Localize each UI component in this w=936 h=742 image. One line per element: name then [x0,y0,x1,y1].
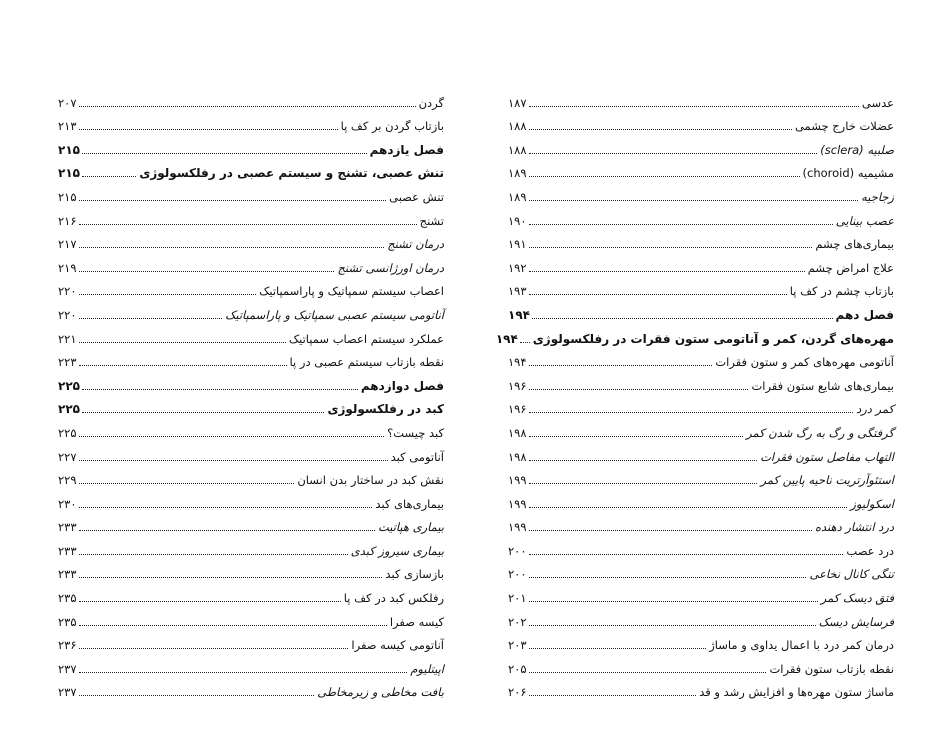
toc-entry [58,629,444,653]
toc-entry-title: بیماری هپاتیت [377,520,444,535]
toc-entry-title: زجاجیه [861,189,894,204]
toc-entry [508,416,894,440]
toc-entry [58,605,444,629]
dot-leader [79,342,286,343]
toc-entry [58,581,444,605]
toc-entry [508,180,894,204]
toc-entry-title: تشنج [419,213,444,228]
toc-entry-title: آناتومی کیسه صفرا [351,638,444,653]
toc-entry-page-number: ۲۲۵ [58,402,80,417]
toc-entry [508,133,894,157]
toc-entry-page-number: ۱۹۶ [508,378,527,393]
dot-leader [79,695,315,696]
toc-entry [508,393,894,417]
toc-entry [508,86,894,110]
toc-entry-title: آناتومی مهره‌های کمر و ستون فقرات [715,355,894,370]
toc-entry-page-number: ۲۱۵ [58,166,80,181]
toc-entry-page-number: ۲۰۰ [508,567,527,582]
toc-entry [58,558,444,582]
toc-entry-page-number: ۱۸۹ [508,166,527,181]
toc-column-right [495,86,894,700]
dot-leader [529,436,744,437]
toc-entry-page-number: ۲۱۹ [58,260,77,275]
dot-leader [79,129,338,130]
toc-entry-page-number: ۲۲۹ [58,473,77,488]
toc-entry-title: التهاب مفاصل ستون فقرات [760,449,894,464]
dot-leader [529,247,813,248]
dot-leader [82,176,136,177]
toc-entry-page-number: ۲۳۳ [58,520,77,535]
toc-entry [58,652,444,676]
toc-entry-page-number: ۲۳۰ [58,496,77,511]
toc-entry-title: درد انتشار دهنده [814,520,894,535]
toc-entry-title: اعصاب سیستم سمپاتیک و پاراسمپاتیک [259,284,444,299]
toc-entry-page-number: ۱۹۳ [508,284,527,299]
dot-leader [529,200,859,201]
toc-entry-page-number: ۲۳۳ [58,567,77,582]
toc-entry-title: فتق دیسک کمر [820,591,894,606]
toc-entry [508,298,894,322]
toc-entry-page-number: ۲۰۷ [58,95,77,110]
toc-entry [508,440,894,464]
dot-leader [79,247,385,248]
dot-leader [529,507,848,508]
toc-entry-title: تنگی کانال نخاعی [809,567,894,582]
toc-entry [58,86,444,110]
toc-entry-title: عضلات خارج چشمی [794,119,894,134]
toc-entry-title: اپیتلیوم [410,661,444,676]
toc-entry-page-number: ۱۹۴ [508,307,530,322]
toc-entry-page-number: ۱۹۹ [508,496,527,511]
dot-leader [529,224,833,225]
toc-entry-page-number: ۲۱۷ [58,237,77,252]
toc-entry [58,133,444,157]
dot-leader [529,176,800,177]
toc-entry-page-number: ۲۲۰ [58,284,77,299]
toc-entry [58,393,444,417]
toc-entry-title: بیماری‌های شایع ستون فقرات [751,378,894,393]
toc-entry-title: آناتومی سیستم عصبی سمپاتیک و پاراسمپاتیک [225,307,444,322]
toc-entry [508,464,894,488]
toc-entry-page-number: ۲۲۳ [58,355,77,370]
dot-leader [529,483,758,484]
toc-entry-title: کبد چیست؟ [387,425,444,440]
toc-entry-title: درد عصب [846,543,894,558]
toc-entry-page-number: ۲۱۳ [58,119,77,134]
toc-entry [508,487,894,511]
toc-entry-page-number: ۱۹۱ [508,237,527,252]
toc-entry [58,346,444,370]
toc-entry-page-number: ۲۰۵ [508,661,527,676]
toc-entry [58,180,444,204]
toc-entry-page-number: ۱۹۴ [508,355,527,370]
toc-entry-title: بازسازی کبد [385,567,444,582]
toc-entry-page-number: ۲۳۵ [58,614,77,629]
dot-leader [79,554,348,555]
toc-entry-page-number: ۲۳۷ [58,685,77,700]
dot-leader [79,106,416,107]
toc-entry-title: کبد در رفلکسولوژی [327,402,444,417]
toc-entry-page-number: ۲۰۲ [508,614,527,629]
dot-leader [520,342,530,343]
toc-entry-title: فصل دوازدهم [360,378,444,393]
toc-entry-title: فرسایش دیسک [818,614,894,629]
dot-leader [79,460,388,461]
toc-entry-page-number: ۱۸۸ [508,119,527,134]
dot-leader [529,695,697,696]
toc-entry-page-number: ۲۱۵ [58,189,77,204]
dot-leader [529,554,844,555]
dot-leader [79,648,349,649]
toc-entry [508,275,894,299]
toc-entry [58,157,444,181]
toc-entry [495,322,894,346]
toc-entry-title: نقطه بازتاب ستون فقرات [769,661,894,676]
toc-entry-title: آناتومی کبد [390,449,444,464]
dot-leader [79,507,373,508]
toc-entry-page-number: ۲۰۰ [508,543,527,558]
toc-entry-title: فصل دهم [835,307,894,322]
dot-leader [529,412,854,413]
toc-entry-title: ماساژ ستون مهره‌ها و افزایش رشد و قد [699,685,894,700]
toc-entry-page-number: ۲۰۶ [508,685,527,700]
toc-entry [58,228,444,252]
toc-entry-title: علاج امراض چشم [807,260,894,275]
toc-entry [58,369,444,393]
toc-entry [508,110,894,134]
toc-entry [58,110,444,134]
toc-entry-page-number: ۲۳۶ [58,638,77,653]
toc-entry [58,416,444,440]
toc-entry-page-number: ۱۸۹ [508,189,527,204]
toc-entry [58,440,444,464]
toc-entry-page-number: ۱۹۸ [508,449,527,464]
toc-entry [508,534,894,558]
toc-entry-title: تنش عصبی، تشنج و سیستم عصبی در رفلکسولوژی [139,166,444,181]
toc-entry-title: تنش عصبی [389,189,444,204]
dot-leader [529,460,758,461]
dot-leader [79,318,223,319]
toc-entry [58,298,444,322]
toc-entry-page-number: ۲۲۵ [58,378,80,393]
toc-entry [508,251,894,275]
dot-leader [82,153,367,154]
toc-entry [58,534,444,558]
dot-leader [79,436,385,437]
toc-entry-page-number: ۲۳۷ [58,661,77,676]
toc-entry-title: نقطه بازتاب سیستم عصبی در پا [289,355,444,370]
toc-entry-title: استئوآرتریت ناحیه پایین کمر [760,473,894,488]
toc-entry [508,676,894,700]
toc-entry-page-number: ۱۹۲ [508,260,527,275]
toc-entry [508,346,894,370]
toc-entry-title: بازتاب گردن بر کف پا [340,119,444,134]
toc-entry [58,511,444,535]
toc-entry-title: درمان اورژانسی تشنج [337,260,444,275]
toc-entry-title: نقش کبد در ساختار بدن انسان [297,473,444,488]
toc-entry-page-number: ۱۹۴ [495,331,518,346]
toc-entry-title: عصب بینایی [835,213,894,228]
dot-leader [82,389,358,390]
toc-entry-page-number: ۲۳۵ [58,591,77,606]
dot-leader [79,200,387,201]
toc-entry [58,676,444,700]
dot-leader [79,530,375,531]
toc-entry-title: کمر درد [856,402,894,417]
toc-entry-title: بازتاب چشم در کف پا [789,284,894,299]
dot-leader [82,412,324,413]
dot-leader [529,577,807,578]
dot-leader [529,106,859,107]
toc-entry-page-number: ۲۱۵ [58,142,80,157]
toc-entry [508,204,894,228]
dot-leader [79,672,408,673]
toc-entry-page-number: ۲۲۱ [58,331,77,346]
toc-entry-page-number: ۲۲۵ [58,425,77,440]
toc-entry-title: عدسی [861,95,894,110]
toc-entry-title: گرفتگی و رگ به رگ شدن کمر [746,425,894,440]
dot-leader [529,530,812,531]
toc-entry-title: گردن [418,95,444,110]
toc-entry-page-number: ۲۳۳ [58,543,77,558]
dot-leader [79,224,417,225]
toc-entry [508,629,894,653]
toc-entry-page-number: ۱۹۹ [508,473,527,488]
dot-leader [529,389,749,390]
dot-leader [529,153,818,154]
dot-leader [529,625,816,626]
toc-entry-title: بیماری سیروز کبدی [350,543,444,558]
toc-entry-title: بیماری‌های کبد [375,496,444,511]
toc-entry-page-number: ۲۰۳ [508,638,527,653]
toc-entry [508,558,894,582]
toc-entry [508,157,894,181]
toc-entry [508,511,894,535]
dot-leader [532,318,833,319]
dot-leader [529,648,707,649]
toc-entry-title: درمان تشنج [387,237,444,252]
dot-leader [529,271,805,272]
toc-entry-title: عملکرد سیستم اعصاب سمپاتیک [288,331,444,346]
dot-leader [529,672,767,673]
dot-leader [529,601,818,602]
toc-entry [508,369,894,393]
toc-column-left [58,86,444,699]
toc-entry [508,581,894,605]
toc-entry [58,322,444,346]
dot-leader [79,483,295,484]
toc-entry-title: صلبیه (sclera) [820,142,894,157]
dot-leader [79,365,287,366]
dot-leader [529,129,792,130]
toc-entry-page-number: ۲۰۱ [508,591,527,606]
toc-entry-title: درمان کمر درد با اعمال یداوی و ماساژ [709,638,894,653]
toc-entry [58,251,444,275]
toc-entry [508,652,894,676]
toc-entry-title: فصل یازدهم [369,142,444,157]
dot-leader [79,601,341,602]
toc-entry [508,605,894,629]
toc-entry-page-number: ۱۹۶ [508,402,527,417]
toc-entry [508,228,894,252]
toc-entry-title: بیماری‌های چشم [815,237,894,252]
dot-leader [79,271,335,272]
toc-entry [58,464,444,488]
dot-leader [529,365,713,366]
dot-leader [529,294,787,295]
toc-entry-page-number: ۱۹۸ [508,425,527,440]
toc-entry-page-number: ۲۲۷ [58,449,77,464]
dot-leader [79,577,383,578]
toc-entry-title: مشیمیه (choroid) [802,166,894,181]
toc-entry-page-number: ۱۸۸ [508,142,527,157]
toc-entry-title: مهره‌های گردن، کمر و آناتومی ستون فقرات در رفلکسولوژی [532,331,894,346]
toc-entry [58,487,444,511]
toc-entry-title: بافت مخاطی و زیرمخاطی [317,685,444,700]
toc-entry [58,275,444,299]
dot-leader [79,625,387,626]
toc-entry-title: اسکولیوز [850,496,894,511]
toc-entry-title: کیسه صفرا [389,614,444,629]
toc-entry-page-number: ۲۲۰ [58,307,77,322]
toc-entry-page-number: ۱۹۰ [508,213,527,228]
toc-entry [58,204,444,228]
toc-entry-page-number: ۱۸۷ [508,95,527,110]
toc-entry-page-number: ۲۱۶ [58,213,77,228]
toc-entry-title: رفلکس کبد در کف پا [343,591,444,606]
toc-entry-page-number: ۱۹۹ [508,520,527,535]
dot-leader [79,294,257,295]
